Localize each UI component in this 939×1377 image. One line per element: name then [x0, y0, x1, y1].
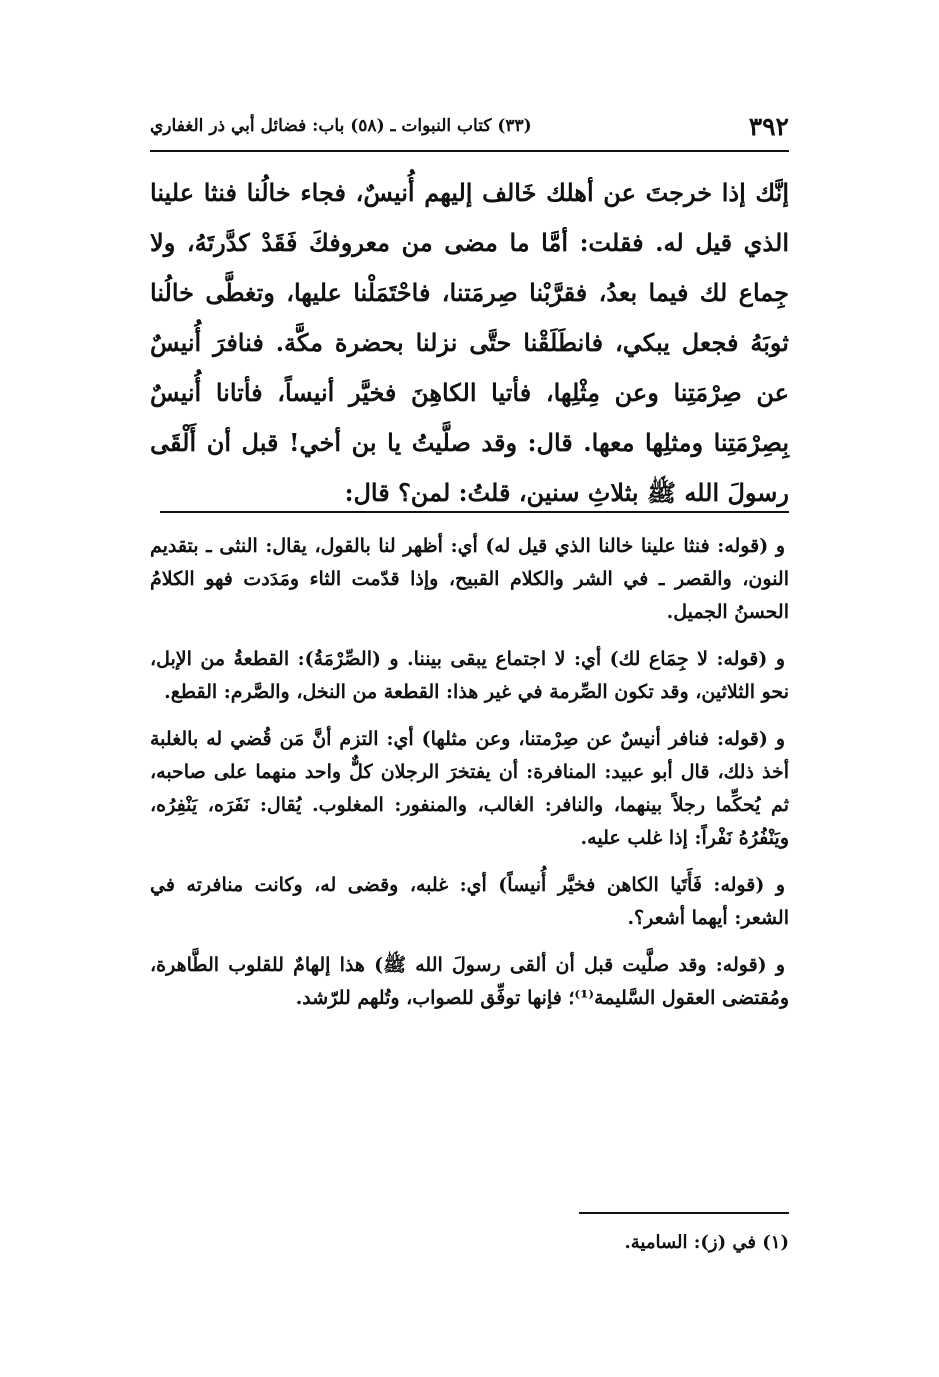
footnote-rule	[579, 1212, 789, 1214]
page-number: ٣٩٢	[748, 111, 789, 141]
commentary-paragraph: و (قوله: فنثا علينا خالنا الذي قيل له) أي: أظهر لنا بالقول، يقال: النثى ـ بتقديم النون، والقصر ـ في الشر والكلام القبيح، وإذا قدّمت الثاء ومَدَدت فهو الكلامُ الحسنُ الجميل.	[150, 535, 789, 623]
commentary-paragraph: و (قوله: فنافر أنيسٌ عن صِرْمتنا، وعن مثلها) أي: التزم أنَّ مَن قُضي له بالغلبة أخذ ذلك، قال أبو عبيد: المنافرة: أن يفتخرَ الرجلان كلٌّ واحد منهما على صاحبه، ثم يُحكِّما رجلاً بينهما، والنافر: الغالب، والمنفور: المغلوب. يُقال: نَفَرَه، يَنْفِرُه، ويَنْفُرُهُ نَفْراً: إذا غلب عليه.	[150, 728, 789, 849]
commentary-paragraph: و (قوله: وقد صلَّيت قبل أن ألقى رسولَ الله ﷺ) هذا إلهامٌ للقلوب الطَّاهرة، ومُقتضى العقول السَّليمة⁽¹⁾؛ فإنها توفِّق للصواب، وتُلهم للرّشد.	[150, 954, 789, 1009]
hadith-text: إنَّك إذا خرجتَ عن أهلك خَالف إليهم أُنيسٌ، فجاء خالُنا فنثا علينا الذي قيل له. فقلت: أمَّا ما مضى من معروفكَ فَقَدْ كدَّرتَهُ، ولا جِماع لك فيما بعدُ، فقرَّبْنا صِرمَتنا، فاحْتَمَلْنا عليها، وتغطَّى خالُنا ثوبَهُ فجعل يبكي، فانطَلَقْنا حتَّى نزلنا بحضرة مكَّة. فنافرَ أُنيسٌ عن صِرْمَتِنا وعن مِثْلِها، فأتيا الكاهِنَ فخيَّر أنيساً، فأتانا أُنيسٌ بِصِرْمَتِنا ومثلِها معها. قال: وقد صلَّيتُ يا بن أخي! قبل أن أَلْقَى رسولَ الله ﷺ بثلاثِ سنين، قلتُ: لمن؟ قال:	[150, 178, 790, 507]
running-header	[150, 108, 789, 152]
chapter-title: (٣٣) كتاب النبوات ـ (٥٨) باب: فضائل أبي ذر الغفاري	[150, 116, 532, 136]
commentary-paragraph: و (قوله: فَأَتَيا الكاهن فخيَّر أُنيساً) أي: غلبه، وقضى له، وكانت منافرته في الشعر: أيهما أشعر؟.	[150, 874, 789, 929]
commentary-paragraph: و (قوله: لا جِمَاع لك) أي: لا اجتماع يبقى بيننا. و (الصِّرْمَةُ): القطعةُ من الإبل، نحو الثلاثين، وقد تكون الصِّرمة في غير هذا: القطعة من النخل، والصَّرم: القطع.	[150, 648, 789, 703]
footnote: (١) في (ز): السامية.	[624, 1232, 789, 1253]
separator-rule	[160, 511, 789, 513]
commentary-section	[150, 530, 789, 1029]
